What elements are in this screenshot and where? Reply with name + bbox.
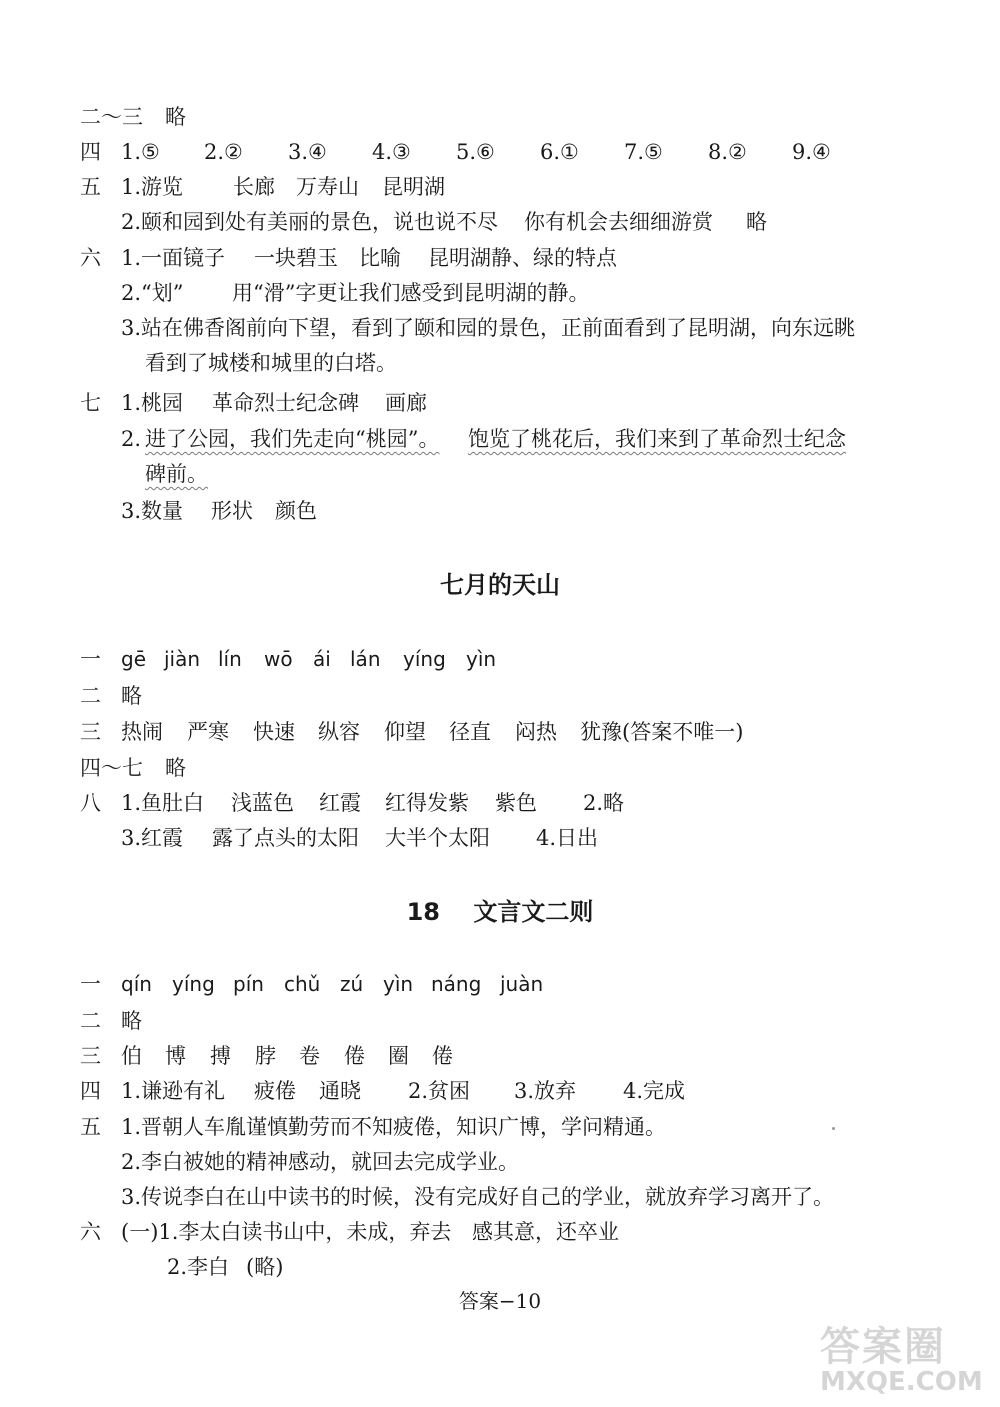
pinyin-item: ái (313, 647, 331, 671)
question-number: 七 (80, 391, 101, 415)
answer-item: (一)1.李太白读书山中，未成，弃去 (121, 1220, 452, 1244)
question-number: 八 (80, 791, 101, 815)
answer-item: 用“滑”字更让我们感受到昆明湖的静。 (232, 281, 590, 305)
question-number: 五 (80, 175, 101, 199)
answer-item: 革命烈士纪念碑 (212, 391, 359, 415)
answer-item: 4.③ (372, 140, 411, 164)
answer-item: 2.颐和园到处有美丽的景色，说也说不尽 (121, 210, 499, 234)
answer-line (0, 1003, 1000, 1039)
lesson-number: 18 (406, 898, 440, 926)
speck (832, 1127, 835, 1130)
answer-item: 搏 (210, 1044, 231, 1068)
answer-item: 纵容 (318, 720, 360, 744)
answer-line (0, 204, 1000, 240)
section-title (0, 892, 1000, 932)
underlined-sentence: 饱览了桃花后，我们来到了革命烈士纪念 (468, 427, 846, 451)
answer-line (0, 1214, 1000, 1250)
pinyin-item: lán (350, 647, 381, 671)
answer-item: 红得发紫 (385, 791, 469, 815)
answer-item: 倦 (344, 1044, 365, 1068)
pinyin-item: wō (264, 647, 293, 671)
answer-line (0, 1144, 1000, 1180)
answer-item: 昆明湖静、绿的特点 (428, 246, 617, 270)
answer-item: 红霞 (319, 791, 361, 815)
answer-item: 1.鱼肚白 (121, 791, 205, 815)
answer-item: 1.谦逊有礼 (121, 1079, 226, 1103)
answer-line (0, 1179, 1000, 1215)
answer-item: 4.日出 (536, 826, 599, 850)
answer-item: 2.“划” (121, 281, 184, 305)
answer-item: 昆明湖 (382, 175, 445, 199)
answer-item: (略) (246, 1255, 284, 1279)
answer-item: 2. (121, 427, 142, 451)
answer-item: 露了点头的太阳 (212, 826, 359, 850)
answer-line (0, 99, 1000, 135)
question-number: 二～三 (80, 105, 143, 129)
answer-item: 形状 (211, 499, 253, 523)
question-number: 二 (80, 1009, 101, 1033)
answer-text: 略 (121, 1009, 142, 1033)
answer-text: 略 (121, 684, 142, 708)
answer-item: 长廊 (233, 175, 275, 199)
answer-item: 紫色 (495, 791, 537, 815)
answer-item: 卷 (299, 1044, 320, 1068)
answer-item: 看到了城楼和城里的白塔。 (145, 351, 397, 375)
answer-item: 仰望 (384, 720, 426, 744)
answer-item: 倦 (432, 1044, 453, 1068)
answer-item: 圈 (388, 1044, 409, 1068)
answer-line (0, 1038, 1000, 1074)
answer-item: 闷热 (515, 720, 557, 744)
watermark-text: 答案圈 (820, 1324, 946, 1370)
question-number: 一 (80, 647, 101, 671)
answer-item: 4.完成 (623, 1079, 686, 1103)
answer-item: 万寿山 (296, 175, 359, 199)
pinyin-item: náng (431, 972, 482, 996)
answer-line (0, 421, 1000, 457)
answer-line (0, 641, 1000, 677)
answer-line (0, 750, 1000, 786)
answer-item: 画廊 (385, 391, 427, 415)
pinyin-item: gē (121, 647, 146, 671)
answer-item: 快速 (253, 720, 295, 744)
pinyin-item: yíng (403, 647, 446, 671)
answer-item: 5.⑥ (456, 140, 495, 164)
answer-item: 感其意，还卒业 (472, 1220, 619, 1244)
underlined-sentence: 碑前。 (145, 462, 208, 486)
answer-item: 热闹 (121, 720, 163, 744)
answer-item: 3.④ (288, 140, 327, 164)
answer-item: 径直 (449, 720, 491, 744)
answer-line (0, 134, 1000, 170)
answer-item: 颜色 (275, 499, 317, 523)
answer-item: 一块碧玉 (254, 246, 338, 270)
answer-item: 1.⑤ (121, 140, 160, 164)
answer-line (0, 820, 1000, 856)
answer-line (0, 456, 1000, 492)
answer-item: 博 (165, 1044, 186, 1068)
question-number: 五 (80, 1115, 101, 1139)
answer-item: 1.一面镜子 (121, 246, 226, 270)
answer-item: 6.① (540, 140, 579, 164)
pinyin-item: yìn (466, 647, 497, 671)
question-number: 六 (80, 246, 101, 270)
answer-item: 1.晋朝人车胤谨慎勤劳而不知疲倦，知识广博，学问精通。 (121, 1115, 667, 1139)
question-number: 二 (80, 684, 101, 708)
question-number: 三 (80, 720, 101, 744)
answer-item: 比喻 (359, 246, 401, 270)
pinyin-item: juàn (500, 972, 544, 996)
section-title: 七月的天山 (440, 571, 560, 599)
answer-item: 严寒 (187, 720, 229, 744)
pinyin-item: lín (218, 647, 242, 671)
answer-line (0, 493, 1000, 529)
answer-item: 2.② (204, 140, 243, 164)
answer-line (0, 275, 1000, 311)
answer-item: 3.站在佛香阁前向下望，看到了颐和园的景色，正前面看到了昆明湖，向东远眺 (121, 316, 856, 340)
question-number: 四～七 (80, 756, 143, 780)
answer-item: 1.桃园 (121, 391, 184, 415)
answer-line (0, 240, 1000, 276)
answer-line (0, 1109, 1000, 1145)
answer-line (0, 385, 1000, 421)
answer-item: 犹豫(答案不唯一) (580, 720, 744, 744)
answer-text: 略 (165, 756, 186, 780)
answer-item: 2.李白 (167, 1255, 230, 1279)
question-number: 六 (80, 1220, 101, 1244)
answer-item: 7.⑤ (624, 140, 663, 164)
question-number: 一 (80, 972, 101, 996)
answer-line (0, 785, 1000, 821)
lesson-title: 文言文二则 (473, 898, 594, 926)
answer-item: 3.红霞 (121, 826, 184, 850)
watermark-logo (820, 1315, 990, 1405)
pinyin-item: pín (233, 972, 264, 996)
answer-item: 8.② (708, 140, 747, 164)
answer-item: 1.游览 (121, 175, 184, 199)
answer-line (0, 714, 1000, 750)
answer-item: 2.略 (583, 791, 625, 815)
pinyin-item: zú (340, 972, 364, 996)
answer-item: 通晓 (319, 1079, 361, 1103)
answer-text: 略 (165, 105, 186, 129)
answer-item: 9.④ (792, 140, 831, 164)
answer-item: 脖 (255, 1044, 276, 1068)
pinyin-item: yíng (172, 972, 215, 996)
answer-item: 略 (746, 210, 767, 234)
answer-line (0, 345, 1000, 381)
answer-line (0, 966, 1000, 1002)
pinyin-item: qín (121, 972, 152, 996)
answer-item: 3.数量 (121, 499, 184, 523)
question-number: 四 (80, 1079, 101, 1103)
question-number: 四 (80, 140, 101, 164)
answer-item: 大半个太阳 (385, 826, 490, 850)
answer-item: 疲倦 (254, 1079, 296, 1103)
answer-item: 伯 (121, 1044, 142, 1068)
answer-line (0, 1249, 1000, 1285)
pinyin-item: chǔ (284, 972, 321, 996)
answer-item: 3.传说李白在山中读书的时候，没有完成好自己的学业，就放弃学习离开了。 (121, 1185, 835, 1209)
answer-item: 你有机会去细细游赏 (524, 210, 713, 234)
pinyin-item: jiàn (164, 647, 201, 671)
answer-item: 3.放弃 (514, 1079, 577, 1103)
answer-item: 浅蓝色 (231, 791, 294, 815)
question-number: 三 (80, 1044, 101, 1068)
answer-line (0, 1073, 1000, 1109)
answer-line (0, 169, 1000, 205)
answer-line (0, 678, 1000, 714)
page-number: 答案−10 (458, 1289, 542, 1313)
answer-line (0, 310, 1000, 346)
answer-item: 2.李白被她的精神感动，就回去完成学业。 (121, 1150, 520, 1174)
pinyin-item: yìn (383, 972, 414, 996)
underlined-sentence: 进了公园，我们先走向“桃园”。 (145, 427, 440, 451)
answer-item: 2.贫困 (408, 1079, 471, 1103)
watermark-domain: MXQE.COM (820, 1367, 983, 1397)
